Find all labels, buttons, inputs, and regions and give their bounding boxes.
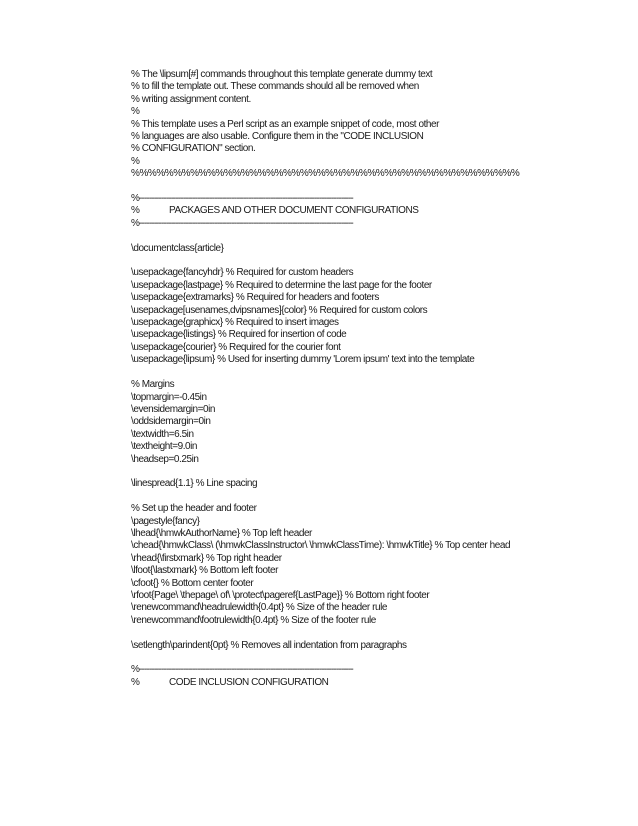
header-footer-line: % Set up the header and footer: [131, 503, 257, 515]
usepackage-line: \usepackage{lipsum} % Used for inserting dummy 'Lorem ipsum' text into the template: [131, 354, 475, 366]
header-footer-line: \renewcommand\footrulewidth{0.4pt} % Size of the footer rule: [131, 614, 376, 626]
comment-line: %: [131, 106, 140, 118]
usepackage-line: \usepackage{listings} % Required for insertion of code: [131, 329, 347, 341]
comment-line: %: [131, 155, 140, 167]
header-footer-line: \lfoot{\lastxmark} % Bottom left footer: [131, 565, 278, 577]
header-footer-line: \renewcommand\headrulewidth{0.4pt} % Size of the header rule: [131, 602, 387, 614]
section-percent: %: [131, 676, 140, 688]
usepackage-line: \usepackage{fancyhdr} % Required for custom headers: [131, 267, 354, 279]
usepackage-line: \usepackage{lastpage} % Required to determine the last page for the footer: [131, 279, 432, 291]
header-footer-line: \rhead{\firstxmark} % Top right header: [131, 552, 282, 564]
usepackage-line: \usepackage[usenames,dvipsnames]{color} % Required for custom colors: [131, 304, 428, 316]
blank-line: [131, 181, 526, 193]
blank-line: [131, 255, 526, 267]
comment-line: % writing assignment content.: [131, 93, 251, 105]
margin-line: \textheight=9.0in: [131, 441, 198, 453]
comment-line: % CONFIGURATION" section.: [131, 143, 256, 155]
blank-line: [131, 466, 526, 478]
margin-line: % Margins: [131, 379, 175, 391]
header-footer-line: \chead{\hmwkClass\ (\hmwkClassInstructor\ \hmwkClassTime): \hmwkTitle} % Top center head: [131, 540, 511, 552]
margin-line: \oddsidemargin=0in: [131, 416, 211, 428]
section-heading-packages: [131, 205, 526, 217]
percent-separator-line: %%%%%%%%%%%%%%%%%%%%%%%%%%%%%%%%%%%%%%%%%%%%%%: [131, 168, 520, 180]
usepackage-line: \usepackage{courier} % Required for the courier font: [131, 341, 341, 353]
section-percent: %: [131, 205, 140, 217]
blank-line: [131, 367, 526, 379]
section-title: PACKAGES AND OTHER DOCUMENT CONFIGURATIONS: [169, 205, 419, 217]
dash-rule-line: %----------------------------------------------------------------------------------------: [131, 193, 353, 205]
margin-line: \headsep=0.25in: [131, 453, 199, 465]
dash-rule-line: %----------------------------------------------------------------------------------------: [131, 217, 353, 229]
margin-line: \topmargin=-0.45in: [131, 391, 207, 403]
usepackage-line: \usepackage{extramarks} % Required for headers and footers: [131, 292, 379, 304]
documentclass-line: \documentclass{article}: [131, 242, 224, 254]
header-footer-line: \pagestyle{fancy}: [131, 515, 200, 527]
blank-line: [131, 627, 526, 639]
section-heading-code-inclusion: [131, 677, 526, 689]
margin-line: \evensidemargin=0in: [131, 403, 216, 415]
header-footer-line: \cfoot{} % Bottom center footer: [131, 577, 254, 589]
header-footer-line: \rfoot{Page\ \thepage\ of\ \protect\pageref{LastPage}} % Bottom right footer: [131, 589, 430, 601]
blank-line: [131, 491, 526, 503]
usepackage-line: \usepackage{graphicx} % Required to insert images: [131, 317, 339, 329]
linespread-line: \linespread{1.1} % Line spacing: [131, 478, 258, 490]
comment-line: % The \lipsum[#] commands throughout this template generate dummy text: [131, 69, 433, 80]
section-title: CODE INCLUSION CONFIGURATION: [169, 676, 329, 688]
comment-line: % This template uses a Perl script as an example snippet of code, most other: [131, 118, 440, 130]
blank-line: [131, 652, 526, 664]
latex-source-text: [131, 69, 526, 689]
setlength-line: \setlength\parindent{0pt} % Removes all indentation from paragraphs: [131, 639, 407, 651]
blank-line: [131, 230, 526, 242]
margin-line: \textwidth=6.5in: [131, 428, 194, 440]
header-footer-line: \lhead{\hmwkAuthorName} % Top left header: [131, 527, 312, 539]
dash-rule-line: %----------------------------------------------------------------------------------------: [131, 664, 353, 676]
comment-line: % to fill the template out. These commands should all be removed when: [131, 81, 419, 93]
comment-line: % languages are also usable. Configure them in the "CODE INCLUSION: [131, 131, 424, 143]
